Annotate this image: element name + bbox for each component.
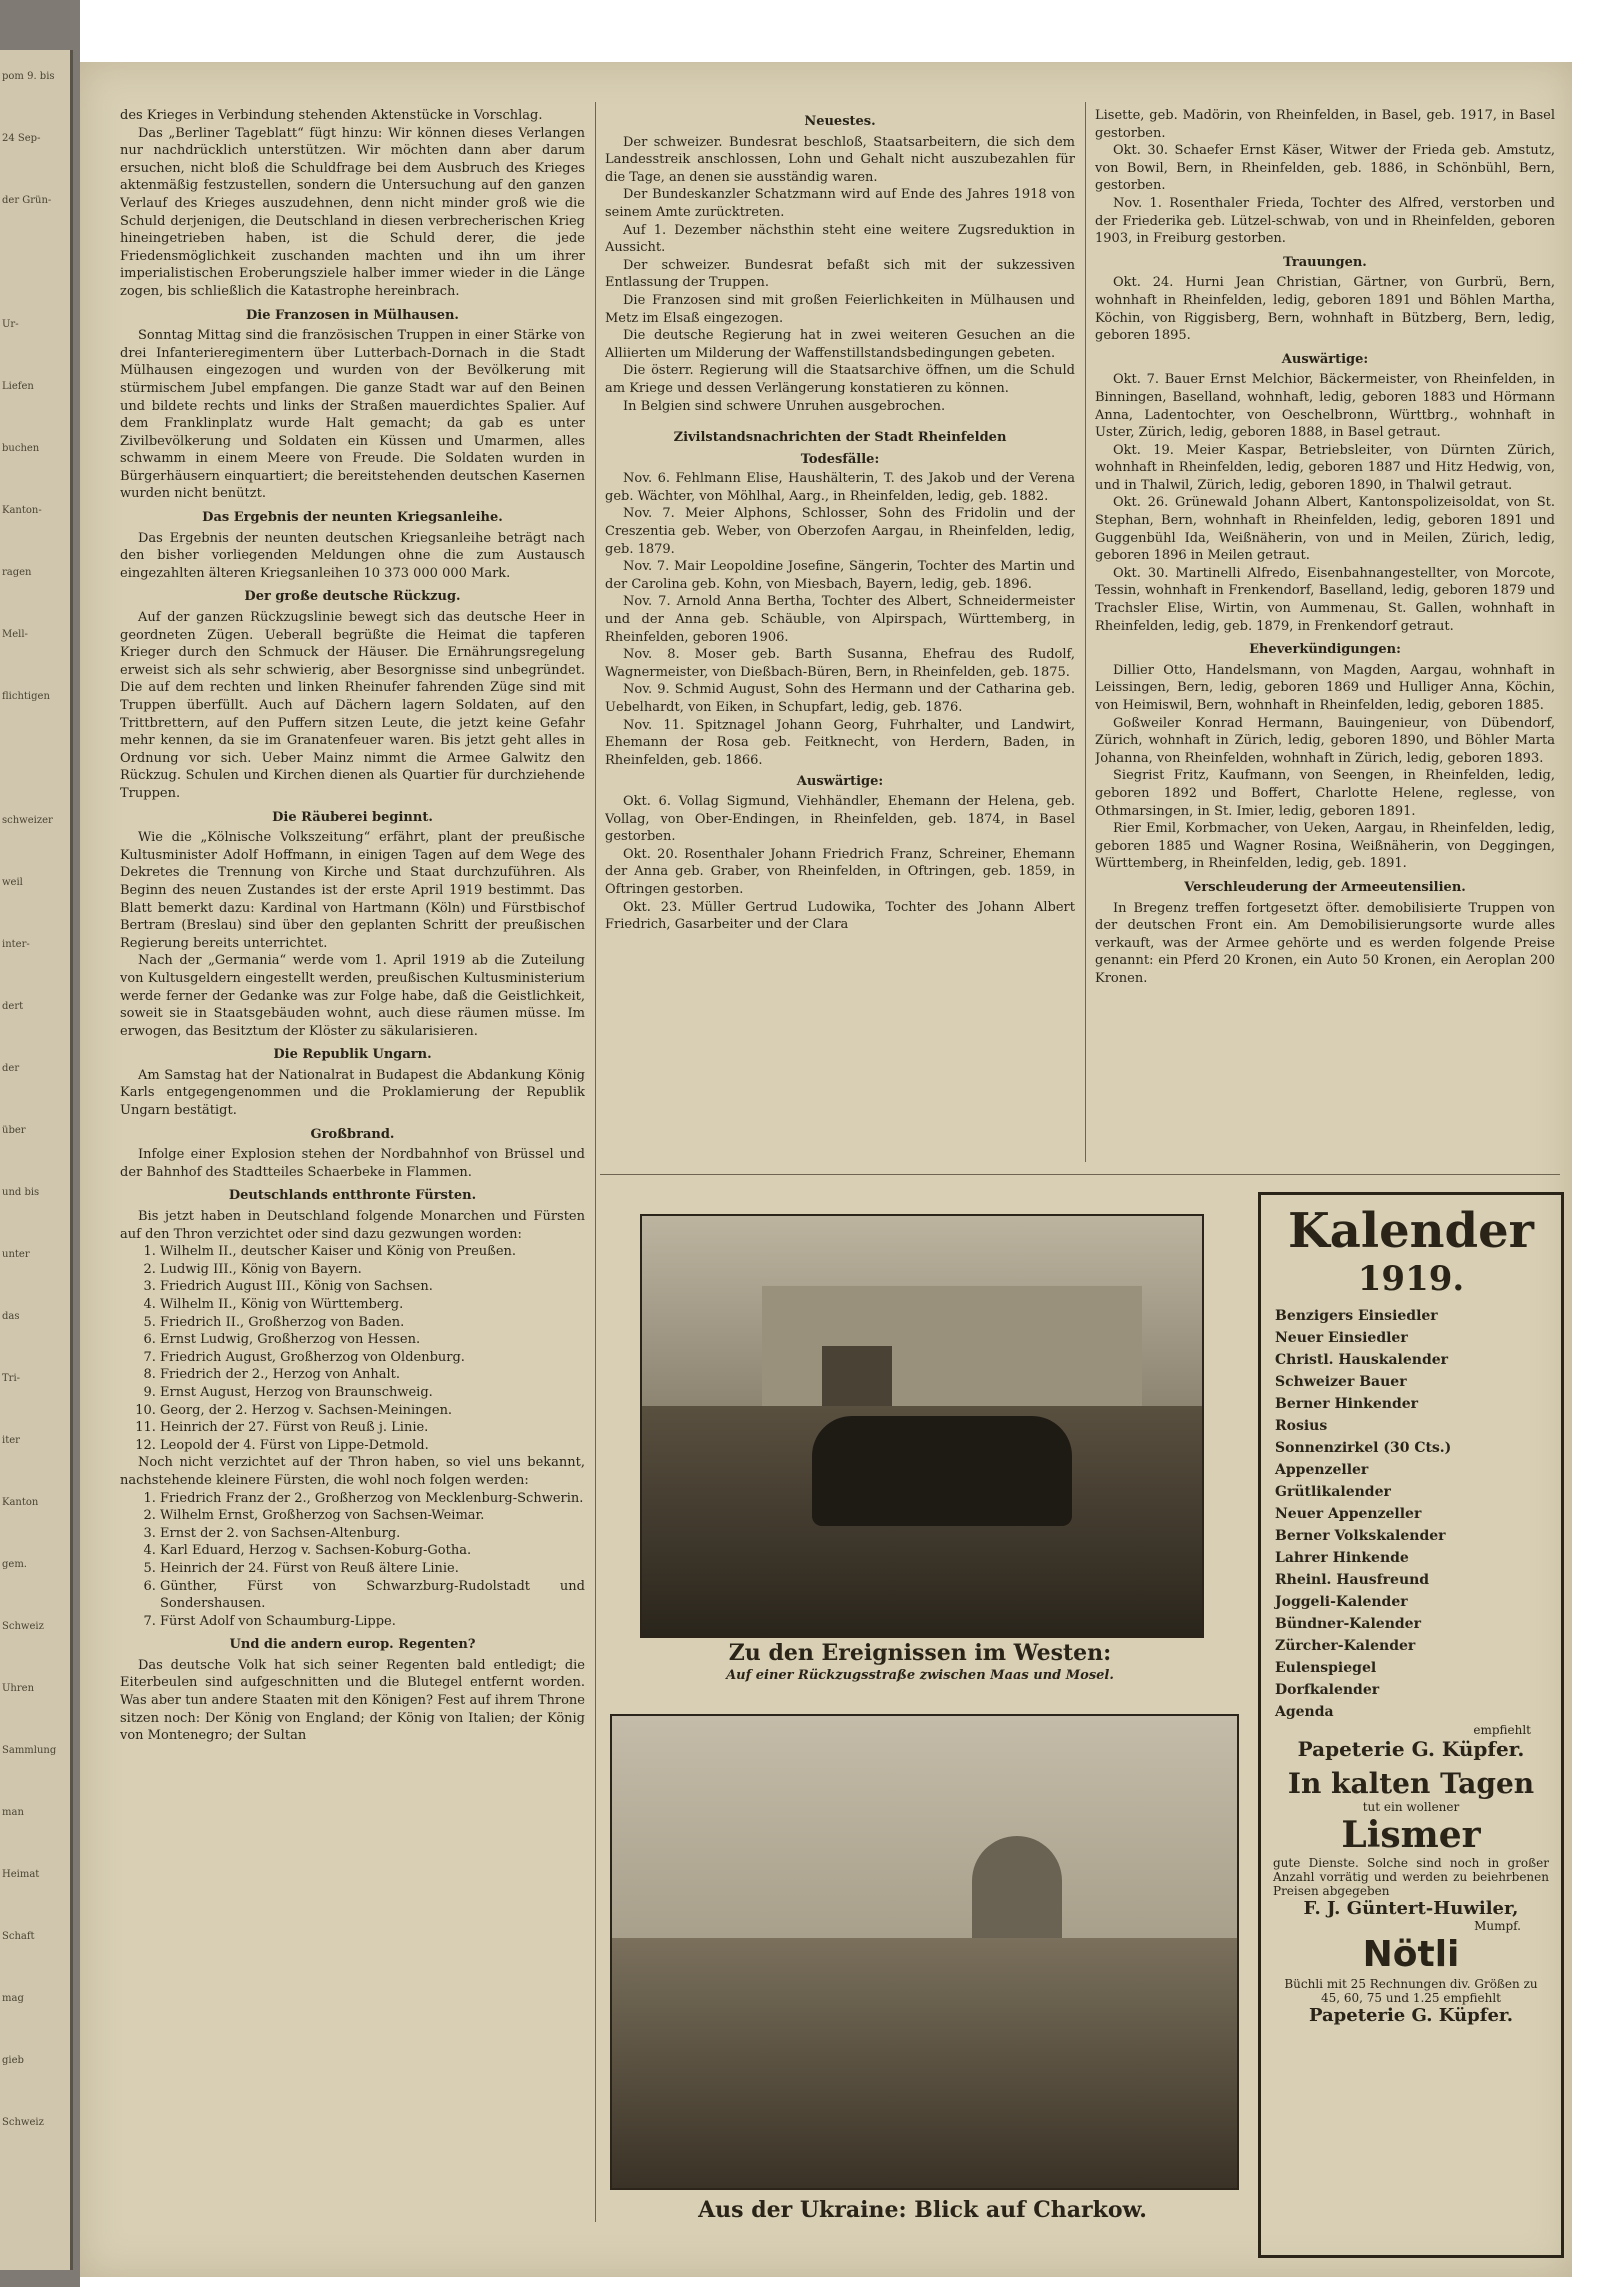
article-text: Das „Berliner Tageblatt“ fügt hinzu: Wir können dieses Verlangen nur nachdrücklich unterstützen. Wir möchten dann aber darum ersuchen, nicht bloß die Schuldfrage bei dem Ausbruch des Krieges aktenmäßig festzustellen, sondern die Untersuchung auf den ganzen Verlauf des Krieges auszudehnen, denn nicht minder groß wie die Schuld derjenigen, die Deutschland in diesen verbrecherischen Krieg hineingetrieben haben, ist die Schuld derer, die jede Friedensmöglichkeit zuschanden machten und ihn um ihrer imperialistischen Eroberungsziele halber immer wieder in die Länge zogen, bis schließlich die Katastrophe hereinbrach. — [120, 125, 585, 299]
list-item: Schweizer Bauer — [1275, 1374, 1407, 1390]
record-entry: Lisette, geb. Madörin, von Rheinfelden, in Basel, geb. 1917, in Basel gestorben. — [1095, 108, 1555, 141]
fragment-line: gem. — [2, 1559, 27, 1570]
list-item: Benzigers Einsiedler — [1275, 1308, 1438, 1324]
fragment-line: Schweiz — [2, 1621, 44, 1632]
article-text: In Bregenz treffen fortgesetzt öfter. demobilisierte Truppen von der deutschen Front ein. Am Demobilisierungsorte wurde alles verkauft, was der Armee gehörte und es werden folgende Preise genannt: ein Pferd 20 Kronen, ein Auto 50 Kronen, ein Aeroplan 200 Kronen. — [1095, 900, 1555, 986]
photo-caption: Zu den Ereignissen im Westen: — [728, 1640, 1112, 1666]
fragment-line: flichtigen — [2, 691, 50, 702]
photo-city — [612, 1938, 1237, 2188]
list-item: Zürcher-Kalender — [1275, 1638, 1416, 1654]
fragment-line: Mell- — [2, 629, 28, 640]
article-heading: Neuestes. — [804, 114, 876, 129]
list-item: Neuer Einsiedler — [1275, 1330, 1408, 1346]
abdicated-list — [120, 1243, 585, 1454]
fragment-line: Tri- — [2, 1373, 21, 1384]
fragment-line: buchen — [2, 443, 40, 454]
fragment-line: der — [2, 1063, 20, 1074]
list-item: 10. Georg, der 2. Herzog v. Sachsen-Meiningen. — [160, 1402, 585, 1420]
record-entry: Nov. 7. Meier Alphons, Schlosser, Sohn des Fridolin und der Creszentia geb. Weber, von Oberzofen Aargau, in Rheinfelden, ledig, geb. 1879. — [605, 506, 1075, 557]
ad-town: Mumpf. — [1474, 1919, 1521, 1933]
fragment-line: Schweiz — [2, 2117, 44, 2128]
article-text: Infolge einer Explosion stehen der Nordbahnhof von Brüssel und der Bahnhof des Stadtteiles Schaerbeke in Flammen. — [120, 1147, 585, 1180]
record-entry: Nov. 1. Rosenthaler Frieda, Tochter des Alfred, verstorben und der Friederika geb. Lützel-schwab, von und in Rheinfelden, geboren 1903, in Freiburg gestorben. — [1095, 195, 1555, 247]
fragment-line: unter — [2, 1249, 30, 1260]
section-divider — [600, 1174, 1560, 1175]
list-item: Eulenspiegel — [1275, 1660, 1377, 1676]
record-entry: Okt. 30. Schaefer Ernst Käser, Witwer der Frieda geb. Amstutz, von Bowil, Bern, in Rheinfelden, geb. 1886, in Schönbühl, Bern, gestorben. — [1095, 143, 1555, 194]
list-item: 2. Ludwig III., König von Bayern. — [160, 1261, 585, 1279]
fragment-line: 24 Sep- — [2, 133, 41, 144]
article-heading: Die Räuberei beginnt. — [272, 809, 433, 825]
section-label: Auswärtige: — [796, 774, 884, 790]
list-item: 9. Ernst August, Herzog von Braunschweig. — [160, 1384, 585, 1402]
photo-subcaption: Auf einer Rückzugsstraße zwischen Maas und Mosel. — [726, 1668, 1114, 1683]
ad-empfiehlt: empfiehlt — [1473, 1723, 1531, 1737]
fragment-line: Sammlung — [2, 1745, 57, 1756]
section-heading: Trauungen. — [1283, 254, 1367, 270]
news-item: Der schweizer. Bundesrat befaßt sich mit der sukzessiven Entlassung der Truppen. — [605, 257, 1075, 291]
article-text: Das Ergebnis der neunten deutschen Kriegsanleihe beträgt nach den bisher vorliegenden Meldungen ohne die zum Austausch eingezahlten älteren Kriegsanleihen 10 373 000 000 Mark. — [120, 530, 585, 581]
ad-shop: Papeterie G. Küpfer. — [1308, 2005, 1514, 2026]
ad-text: tut ein wollener — [1362, 1800, 1460, 1814]
remaining-list — [120, 1490, 585, 1631]
article-heading: Zivilstandsnachrichten der Stadt Rheinfelden — [673, 430, 1007, 446]
list-item: 12. Leopold der 4. Fürst von Lippe-Detmold. — [160, 1437, 585, 1455]
list-item: 5. Heinrich der 24. Fürst von Reuß ältere Linie. — [160, 1560, 585, 1578]
fragment-line: schweizer — [2, 815, 53, 826]
calendar-list — [1275, 1305, 1561, 1723]
photo-convoy — [812, 1416, 1072, 1526]
ad-product: Nötli — [1362, 1934, 1460, 1975]
fragment-line: mag — [2, 1993, 24, 2004]
article-text: des Krieges in Verbindung stehenden Aktenstücke in Vorschlag. — [120, 108, 543, 123]
ad-text: gute Dienste. Solche sind noch in großer Anzahl vorrätig und werden zu beiehrbenen Preisen abgegeben — [1273, 1856, 1549, 1898]
list-item: Grütlikalender — [1275, 1484, 1391, 1500]
record-entry: Okt. 23. Müller Gertrud Ludowika, Tochter des Johann Albert Friedrich, Gasarbeiter und der Clara — [605, 899, 1075, 933]
list-item: 6. Günther, Fürst von Schwarzburg-Rudolstadt und Sondershausen. — [160, 1578, 585, 1613]
news-item: In Belgien sind schwere Unruhen ausgebrochen. — [623, 398, 946, 414]
list-item: Rosius — [1275, 1418, 1328, 1434]
record-entry: Okt. 26. Grünewald Johann Albert, Kantonspolizeisoldat, von St. Stephan, Bern, wohnhaft in Rheinfelden, ledig, geboren 1891 und Guggenbühl Ida, Weißnäherin, von und in Meilen, Zürich, ledig, geboren 1896 in Meilen getraut. — [1095, 495, 1555, 564]
list-item: 3. Friedrich August III., König von Sachsen. — [160, 1278, 585, 1296]
news-item: Die österr. Regierung will die Staatsarchive öffnen, um die Schuld am Kriege und dessen Verlängerung konstatieren zu können. — [605, 363, 1075, 396]
list-item: Sonnenzirkel (30 Cts.) — [1275, 1440, 1452, 1456]
article-heading: Und die andern europ. Regenten? — [229, 1637, 476, 1653]
record-entry: Nov. 7. Arnold Anna Bertha, Tochter des Albert, Schneidermeister und der Anna geb. Schäuble, von Alpirspach, Württemberg, in Rheinfelden, geboren 1906. — [605, 594, 1075, 645]
article-text: Bis jetzt haben in Deutschland folgende Monarchen und Fürsten auf den Thron verzichtet oder sind dazu gezwungen worden: — [120, 1209, 585, 1242]
photo-charkow — [610, 1714, 1239, 2190]
fragment-line: Liefen — [2, 381, 34, 392]
record-entry: Okt. 19. Meier Kaspar, Betriebsleiter, von Dürnten Zürich, wohnhaft in Rheinfelden, ledig, geboren 1887 und Hitz Hedwig, von, und in Thalwil, Zürich, ledig, geboren 1890, in Thalwil getraut. — [1095, 442, 1555, 493]
list-item: 4. Karl Eduard, Herzog v. Sachsen-Koburg-Gotha. — [160, 1542, 585, 1560]
news-item: Der schweizer. Bundesrat beschloß, Staatsarbeitern, die sich dem Landesstreik anschlossen, Lohn und Gehalt nicht auszubezahlen für die Tage, an denen sie ausständig waren. — [605, 134, 1075, 185]
record-entry: Okt. 7. Bauer Ernst Melchior, Bäckermeister, von Rheinfelden, in Binningen, Baselland, wohnhaft, ledig, geboren 1883 und Hörmann Anna, Ladentochter, von Oeschelbronn, Württbrg., wohnhaft in Uster, Zürich, ledig, geboren 1888, in Basel getraut. — [1095, 372, 1555, 441]
list-item: 6. Ernst Ludwig, Großherzog von Hessen. — [160, 1331, 585, 1349]
column-1 — [120, 107, 585, 2157]
fragment-line: über — [2, 1125, 26, 1136]
record-entry: Rier Emil, Korbmacher, von Ueken, Aargau, in Rheinfelden, ledig, geboren 1885 und Wagner Rosina, Weißnäherin, von Deggingen, Württemberg, in Rheinfelden, ledig, geb. 1891. — [1095, 821, 1555, 872]
record-entry: Goßweiler Konrad Hermann, Bauingenieur, von Dübendorf, Zürich, wohnhaft in Zürich, ledig, geboren 1890, und Böhler Marta Johanna, von Rheinfelden, wohnhaft in Zürich, ledig, geboren 1893. — [1095, 715, 1555, 766]
fragment-line: ragen — [2, 567, 32, 578]
list-item: Agenda — [1275, 1704, 1334, 1720]
list-item: 7. Friedrich August, Großherzog von Oldenburg. — [160, 1349, 585, 1367]
news-item: Der Bundeskanzler Schatzmann wird auf Ende des Jahres 1918 von seinem Amte zurücktreten. — [605, 187, 1075, 220]
photo-caption: Aus der Ukraine: Blick auf Charkow. — [698, 2197, 1147, 2223]
record-entry: Dillier Otto, Handelsmann, von Magden, Aargau, wohnhaft in Leissingen, Bern, ledig, geboren 1869 und Hulliger Anna, Köchin, von Heimiswil, Bern, wohnhaft in Rheinfelden, ledig, geboren 1885. — [1095, 662, 1555, 713]
column-divider — [1085, 102, 1086, 1162]
article-heading: Verschleuderung der Armeeutensilien. — [1184, 879, 1466, 895]
column-divider — [595, 102, 596, 2222]
article-text: Noch nicht verzichtet auf der Thron haben, so viel uns bekannt, nachstehende kleinere Fürsten, die wohl noch folgen werden: — [120, 1455, 585, 1488]
record-entry: Okt. 6. Vollag Sigmund, Viehhändler, Ehemann der Helena, geb. Vollag, von Ober-Endingen, in Rheinfelden, geb. 1874, in Basel gestorben. — [605, 793, 1075, 845]
column-3 — [1095, 107, 1555, 1207]
list-item: 11. Heinrich der 27. Fürst von Reuß j. Linie. — [160, 1419, 585, 1437]
article-heading: Der große deutsche Rückzug. — [244, 589, 461, 605]
record-entry: Nov. 6. Fehlmann Elise, Haushälterin, T. des Jakob und der Verena geb. Wächter, von Möhlhal, Aarg., in Rheinfelden, ledig, geb. 1882. — [605, 471, 1075, 504]
article-text: Nach der „Germania“ werde vom 1. April 1919 ab die Zuteilung von Kultusgeldern eingestellt werden, preußischen Kultusministerium werde ferner der Gedanke was zur Folge habe, daß die Geistlichkeit, soweit sie in Staatsgebäuden wohnt, auch diese räumen müsse. Im erwogen, das Besitztum der Klöster zu säkularisieren. — [120, 953, 585, 1039]
record-entry: Okt. 20. Rosenthaler Johann Friedrich Franz, Schreiner, Ehemann der Anna geb. Graber, von Rheinfelden, in Oftringen, geb. 1859, in Oftringen gestorben. — [605, 846, 1075, 897]
fragment-line: dert — [2, 1001, 24, 1012]
article-heading: Das Ergebnis der neunten Kriegsanleihe. — [202, 510, 503, 526]
ad-shop: F. J. Güntert-Huwiler, — [1303, 1898, 1519, 1919]
list-item: 8. Friedrich der 2., Herzog von Anhalt. — [160, 1366, 585, 1384]
list-item: Christl. Hauskalender — [1275, 1352, 1449, 1368]
news-item: Auf 1. Dezember nächsthin steht eine weitere Zugsreduktion in Aussicht. — [605, 222, 1075, 256]
previous-page-edge — [0, 50, 73, 2270]
photo-retreat-road — [640, 1214, 1204, 1638]
ad-title: Kalender — [1288, 1203, 1534, 1259]
ad-product: Lismer — [1341, 1814, 1481, 1856]
record-entry: Nov. 7. Mair Leopoldine Josefine, Sängerin, Tochter des Martin und der Carolina geb. Kohn, von Miesbach, Bayern, ledig, geb. 1896. — [605, 559, 1075, 592]
article-heading: Die Republik Ungarn. — [273, 1047, 432, 1063]
article-heading: Deutschlands entthronte Fürsten. — [228, 1188, 477, 1204]
fragment-line: der Grün- — [2, 195, 52, 206]
list-item: 4. Wilhelm II., König von Württemberg. — [160, 1296, 585, 1314]
list-item: Lahrer Hinkende — [1275, 1550, 1409, 1566]
fragment-line: weil — [2, 877, 23, 888]
list-item: 3. Ernst der 2. von Sachsen-Altenburg. — [160, 1525, 585, 1543]
record-entry: Nov. 11. Spitznagel Johann Georg, Fuhrhalter, und Landwirt, Ehemann der Rosa geb. Feitknecht, von Herdern, Baden, in Rheinfelden, geb. 1866. — [605, 717, 1075, 768]
newspaper-page — [80, 62, 1572, 2277]
record-entry: Okt. 30. Martinelli Alfredo, Eisenbahnangestellter, von Morcote, Tessin, wohnhaft in Frenkendorf, Baselland, ledig, geboren 1879 und Trachsler Elise, Wirtin, von Aummenau, St. Gallen, wohnhaft in Rheinfelden, ledig, geb. 1879, in Frenkendorf getraut. — [1095, 565, 1555, 634]
article-text: Sonntag Mittag sind die französischen Truppen in einer Stärke von drei Infanterieregimentern über Lutterbach-Dornach in die Stadt Mülhausen eingezogen und wurden von der Bevölkerung mit stürmischem Jubel empfangen. Die ganze Stadt war auf den Beinen und bildete rechts und links der Straßen mauerdichtes Spalier. Auf dem Franklinplatz wurde Halt gemacht; da gab es unter Zivilbevölkerung und Soldaten ein Küssen und Umarmen, alles schwamm in einem Meere von Freude. Die Soldaten wurden in Bürgerhäusern einquartiert; die bereitstehenden deutschen Kasernen wurden nicht benützt. — [120, 328, 585, 502]
news-item: Die Franzosen sind mit großen Feierlichkeiten in Mülhausen und Metz im Elsaß eingezogen. — [605, 292, 1075, 326]
article-text: Am Samstag hat der Nationalrat in Budapest die Abdankung König Karls entgegengenommen und die Proklamierung der Republik Ungarn bestätigt. — [120, 1067, 585, 1119]
fragment-line: Heimat — [2, 1869, 40, 1880]
record-entry: Nov. 9. Schmid August, Sohn des Hermann und der Catharina geb. Uebelhardt, von Eiken, in Schupfart, ledig, geb. 1876. — [605, 682, 1075, 715]
fragment-line: Uhren — [2, 1683, 35, 1694]
fragment-line: inter- — [2, 939, 30, 950]
list-item: 1. Friedrich Franz der 2., Großherzog von Mecklenburg-Schwerin. — [160, 1490, 585, 1508]
record-entry: Nov. 8. Moser geb. Barth Susanna, Ehefrau des Rudolf, Wagnermeister, von Dießbach-Büren, Bern, in Rheinfelden, geb. 1875. — [605, 647, 1075, 680]
fragment-line: Kanton — [2, 1497, 39, 1508]
fragment-line: gieb — [2, 2055, 24, 2066]
fragment-line: iter — [2, 1435, 20, 1446]
list-item: Dorfkalender — [1275, 1682, 1380, 1698]
fragment-line: Schaft — [2, 1931, 35, 1942]
list-item: Neuer Appenzeller — [1275, 1506, 1422, 1522]
list-item: 1. Wilhelm II., deutscher Kaiser und König von Preußen. — [160, 1243, 585, 1261]
ad-year: 1919. — [1357, 1259, 1465, 1299]
list-item: 2. Wilhelm Ernst, Großherzog von Sachsen-Weimar. — [160, 1507, 585, 1525]
record-entry: Okt. 24. Hurni Jean Christian, Gärtner, von Gurbrü, Bern, wohnhaft in Rheinfelden, ledig, geboren 1891 und Böhlen Martha, Köchin, von Riggisberg, Bern, wohnhaft in Bützberg, Bern, ledig, geboren 1895. — [1095, 275, 1555, 344]
calendar-advertisement — [1258, 1192, 1564, 2258]
list-item: 7. Fürst Adolf von Schaumburg-Lippe. — [160, 1613, 585, 1631]
section-heading: Auswärtige: — [1281, 351, 1369, 367]
list-item: Rheinl. Hausfreund — [1275, 1572, 1430, 1588]
list-item: Appenzeller — [1275, 1462, 1369, 1478]
fragment-line: Ur- — [2, 319, 19, 330]
list-item: Joggeli-Kalender — [1275, 1594, 1408, 1610]
ad-text: Büchli mit 25 Rechnungen div. Größen zu 45, 60, 75 und 1.25 empfiehlt — [1284, 1977, 1538, 2005]
fragment-line: man — [2, 1807, 24, 1818]
article-heading: Die Franzosen in Mülhausen. — [246, 307, 459, 323]
list-item: Bündner-Kalender — [1275, 1616, 1421, 1632]
photo-sky — [612, 1716, 1237, 1946]
article-text: Das deutsche Volk hat sich seiner Regenten bald entledigt; die Eiterbeulen sind aufgeschnitten und die Blutegel entfernt worden. Was aber tun andere Staaten mit den Königen? Fest auf ihrem Throne sitzen noch: Der König von England; der König von Italien; der König von Montenegro; der Sultan — [120, 1657, 585, 1744]
ad-shop: Papeterie G. Küpfer. — [1297, 1737, 1525, 1761]
ad-headline: In kalten Tagen — [1287, 1767, 1535, 1800]
record-entry: Siegrist Fritz, Kaufmann, von Seengen, in Rheinfelden, ledig, geboren 1892 und Boffert, Charlotte Helene, reglesse, von Othmarsingen, in St. Imier, ledig, geboren 1891. — [1095, 768, 1555, 819]
section-label: Todesfälle: — [800, 451, 880, 467]
list-item: 5. Friedrich II., Großherzog von Baden. — [160, 1314, 585, 1332]
article-text: Auf der ganzen Rückzugslinie bewegt sich das deutsche Heer in geordneten Zügen. Ueberall begrüßte die Heimat die tapferen Krieger durch den Schmuck der Häuser. Die Ernährungsregelung erweist sich als sehr schwierig, aber Besorgnisse sind unbegründet. Die auf dem rechten und linken Rheinufer fahrenden Züge sind mit Truppen überfüllt. Auch auf Dächern lagern Soldaten, auf den Trittbrettern, auf den Puffern sitzen Leute, die jetzt keine Gefahr mehr kennen, da sie im Granatenfeuer waren. Bis jetzt geht alles in Ordnung vor sich. Ueber Mainz nimmt die Armee Galwitz den Rückzug. Schulen und Kirchen dienen als Quartier für durchziehende Truppen. — [120, 610, 585, 801]
fragment-line: das — [2, 1311, 20, 1322]
article-text: Wie die „Kölnische Volkszeitung“ erfährt, plant der preußische Kultusminister Adolf Hoffmann, in einigen Tagen auf dem Wege des Dekretes die Trennung von Kirche und Staat durchzuführen. Als Beginn des neuen Zustandes ist der erste April 1919 bestimmt. Das Blatt bemerkt dazu: Kardinal von Hartmann (Köln) und Fürstbischof Bertram (Breslau) sind über den geplanten Schritt der preußischen Regierung bereits unterrichtet. — [120, 830, 585, 951]
list-item: Berner Volkskalender — [1275, 1528, 1446, 1544]
fragment-line: und bis — [2, 1187, 40, 1198]
news-item: Die deutsche Regierung hat in zwei weiteren Gesuchen an die Alliierten um Milderung der Waffenstillstandsbedingungen gebeten. — [605, 328, 1075, 361]
section-heading: Eheverkündigungen: — [1249, 642, 1401, 658]
fragment-line: Kanton- — [2, 505, 42, 516]
fragment-line: pom 9. bis — [2, 71, 55, 82]
list-item: Berner Hinkender — [1275, 1396, 1419, 1412]
column-2 — [605, 107, 1075, 1207]
article-heading: Großbrand. — [310, 1126, 395, 1142]
